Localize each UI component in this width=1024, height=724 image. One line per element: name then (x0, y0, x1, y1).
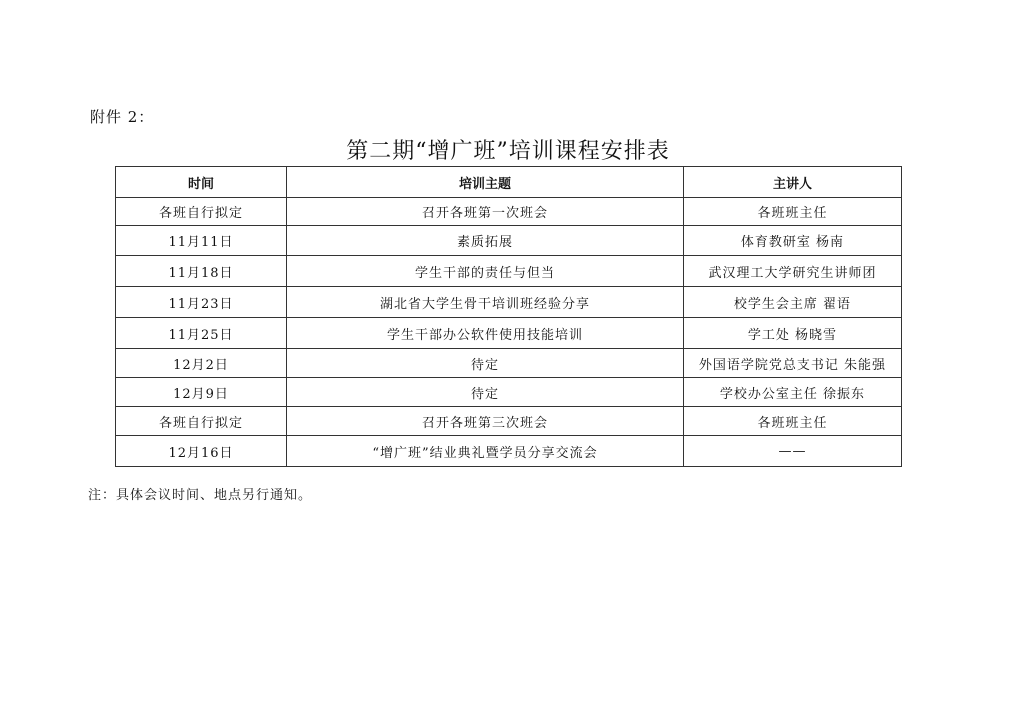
cell-topic: 学生干部的责任与但当 (287, 256, 684, 287)
cell-topic: 待定 (287, 378, 684, 407)
table-row (116, 378, 902, 407)
cell-speaker: 校学生会主席 翟语 (684, 287, 902, 318)
cell-speaker: —— (684, 436, 902, 467)
cell-time: 11月25日 (116, 318, 287, 349)
cell-time: 12月16日 (116, 436, 287, 467)
cell-speaker: 武汉理工大学研究生讲师团 (684, 256, 902, 287)
cell-topic: 学生干部办公软件使用技能培训 (287, 318, 684, 349)
footnote: 注：具体会议时间、地点另行通知。 (88, 488, 313, 503)
cell-speaker: 学校办公室主任 徐振东 (684, 378, 902, 407)
header-time: 时间 (116, 167, 287, 198)
table-header-row (116, 167, 902, 198)
table-row (116, 349, 902, 378)
table-row (116, 198, 902, 226)
cell-time: 12月9日 (116, 378, 287, 407)
cell-speaker: 各班班主任 (684, 198, 902, 226)
cell-time: 各班自行拟定 (116, 198, 287, 226)
cell-speaker: 各班班主任 (684, 407, 902, 436)
attachment-label: 附件 2： (90, 108, 155, 126)
header-topic: 培训主题 (287, 167, 684, 198)
header-speaker: 主讲人 (684, 167, 902, 198)
table-row (116, 407, 902, 436)
training-schedule-table (115, 166, 902, 467)
cell-time: 11月11日 (116, 226, 287, 256)
cell-speaker: 学工处 杨晓雪 (684, 318, 902, 349)
cell-speaker: 外国语学院党总支书记 朱能强 (684, 349, 902, 378)
table-row (116, 318, 902, 349)
cell-topic: 素质拓展 (287, 226, 684, 256)
cell-time: 11月23日 (116, 287, 287, 318)
cell-topic: “增广班”结业典礼暨学员分享交流会 (287, 436, 684, 467)
table-row (116, 436, 902, 467)
cell-time: 12月2日 (116, 349, 287, 378)
cell-time: 11月18日 (116, 256, 287, 287)
cell-time: 各班自行拟定 (116, 407, 287, 436)
cell-speaker: 体育教研室 杨南 (684, 226, 902, 256)
table-row (116, 256, 902, 287)
table-row (116, 287, 902, 318)
document-title: 第二期“增广班”培训课程安排表 (346, 139, 670, 164)
cell-topic: 待定 (287, 349, 684, 378)
cell-topic: 召开各班第一次班会 (287, 198, 684, 226)
cell-topic: 召开各班第三次班会 (287, 407, 684, 436)
cell-topic: 湖北省大学生骨干培训班经验分享 (287, 287, 684, 318)
table-row (116, 226, 902, 256)
